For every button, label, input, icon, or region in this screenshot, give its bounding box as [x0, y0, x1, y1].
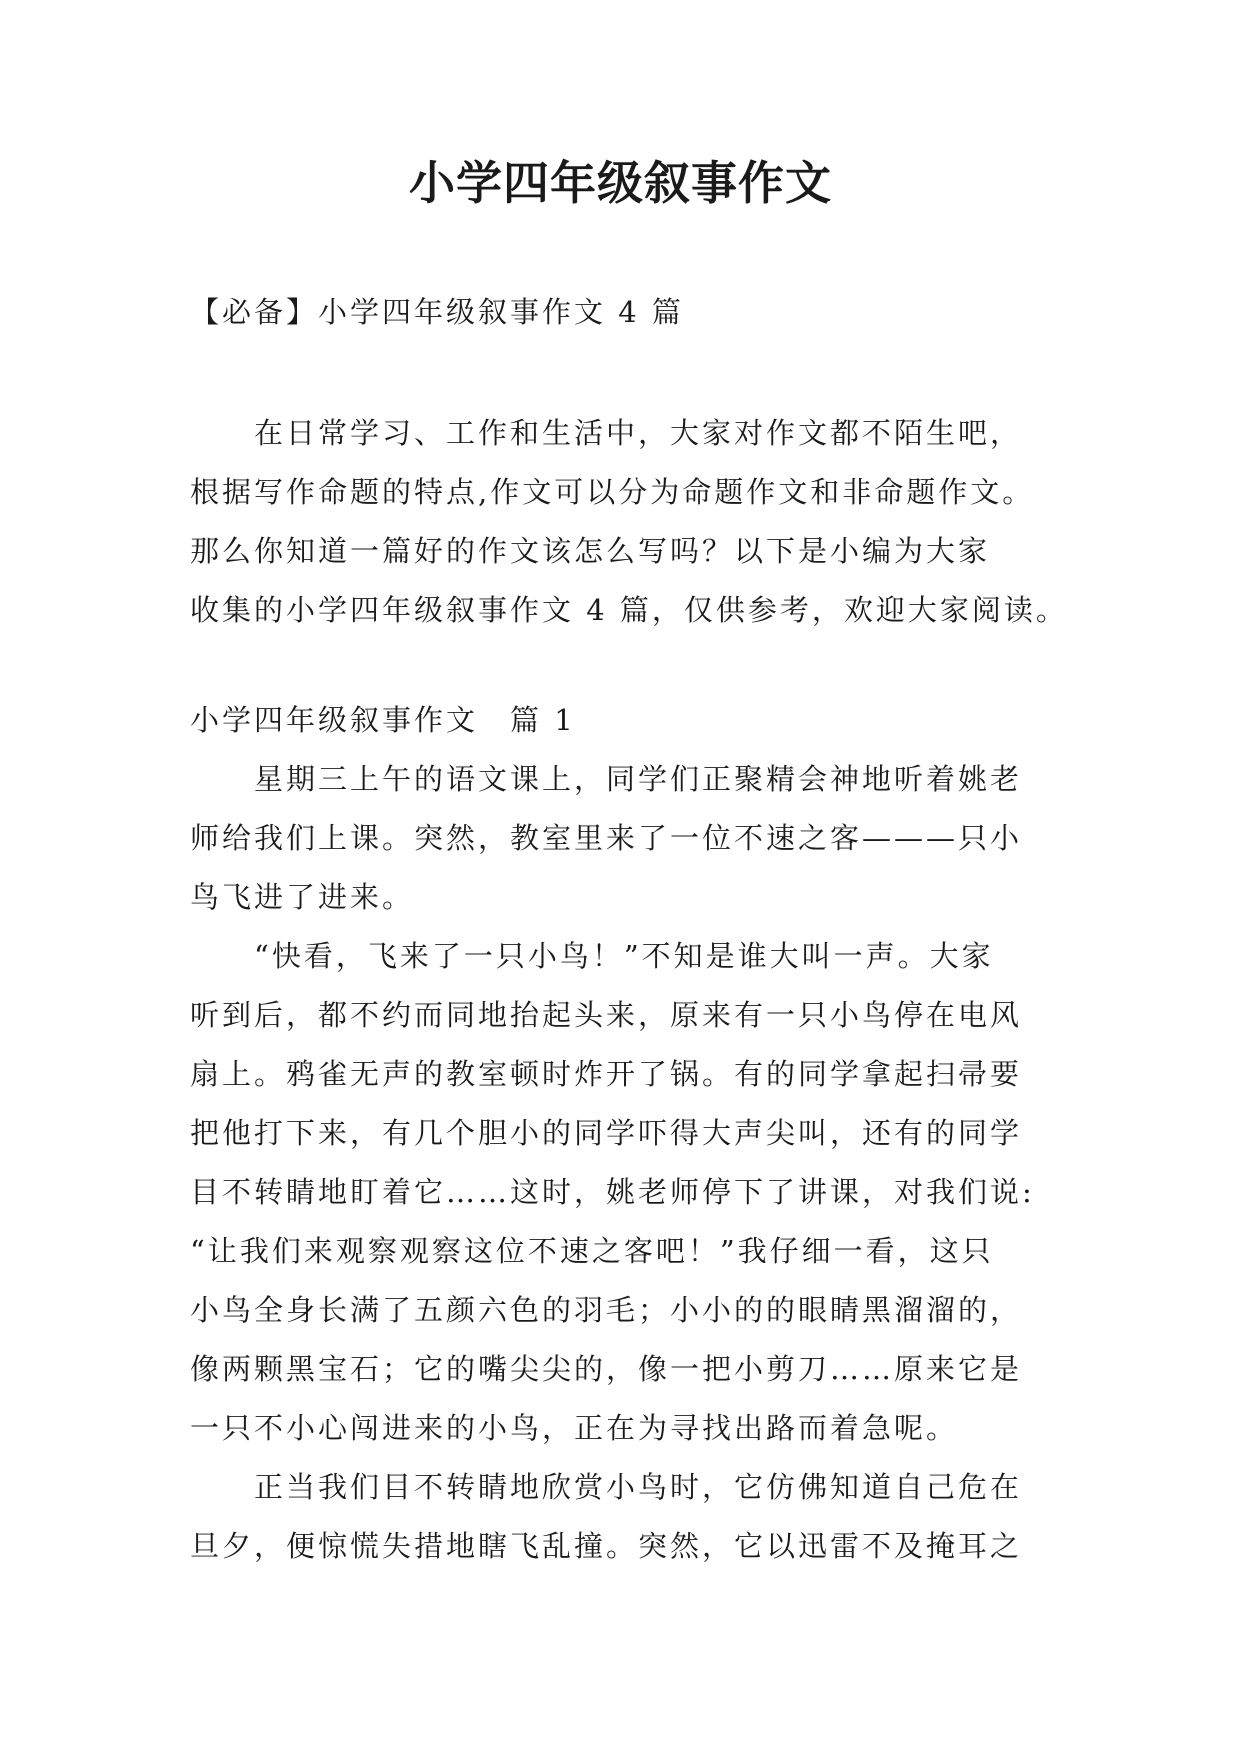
intro-line: 根据写作命题的特点,作文可以分为命题作文和非命题作文。: [190, 475, 1035, 509]
body-line: 把他打下来，有几个胆小的同学吓得大声尖叫，还有的同学: [190, 1116, 1023, 1150]
body-line: 听到后，都不约而同地抬起头来，原来有一只小鸟停在电风: [190, 998, 1023, 1032]
body-line: “快看，飞来了一只小鸟！”不知是谁大叫一声。大家: [190, 939, 994, 973]
intro-line: 在日常学习、工作和生活中，大家对作文都不陌生吧，: [190, 416, 1023, 450]
section-heading: 小学四年级叙事作文 篇 1: [190, 703, 576, 737]
body-line: 星期三上午的语文课上，同学们正聚精会神地听着姚老: [190, 762, 1023, 796]
body-line: 鸟飞进了进来。: [190, 880, 415, 914]
body-line: 一只不小心闯进来的小鸟，正在为寻找出路而着急呢。: [190, 1411, 959, 1445]
body-line: 像两颗黑宝石；它的嘴尖尖的，像一把小剪刀……原来它是: [190, 1352, 1023, 1386]
body-line: “让我们来观察观察这位不速之客吧！”我仔细一看，这只: [190, 1234, 994, 1268]
intro-line: 收集的小学四年级叙事作文 4 篇，仅供参考，欢迎大家阅读。: [190, 593, 1068, 627]
page-title: 小学四年级叙事作文: [409, 156, 832, 210]
body-line: 正当我们目不转睛地欣赏小鸟时，它仿佛知道自己危在: [190, 1470, 1023, 1504]
body-line: 小鸟全身长满了五颜六色的羽毛；小小的的眼睛黑溜溜的，: [190, 1293, 1023, 1327]
body-line: 扇上。鸦雀无声的教室顿时炸开了锅。有的同学拿起扫帚要: [190, 1057, 1023, 1091]
intro-line: 那么你知道一篇好的作文该怎么写吗？以下是小编为大家: [190, 534, 991, 568]
essay-body: [190, 750, 1070, 1576]
intro-paragraph: [190, 404, 1070, 640]
body-line: 师给我们上课。突然，教室里来了一位不速之客———只小: [190, 821, 1023, 855]
body-line: 目不转睛地盯着它……这时，姚老师停下了讲课，对我们说:: [190, 1175, 1035, 1209]
body-line: 旦夕，便惊慌失措地瞎飞乱撞。突然，它以迅雷不及掩耳之: [190, 1529, 1023, 1563]
document-subtitle: 【必备】小学四年级叙事作文 4 篇: [190, 295, 684, 329]
